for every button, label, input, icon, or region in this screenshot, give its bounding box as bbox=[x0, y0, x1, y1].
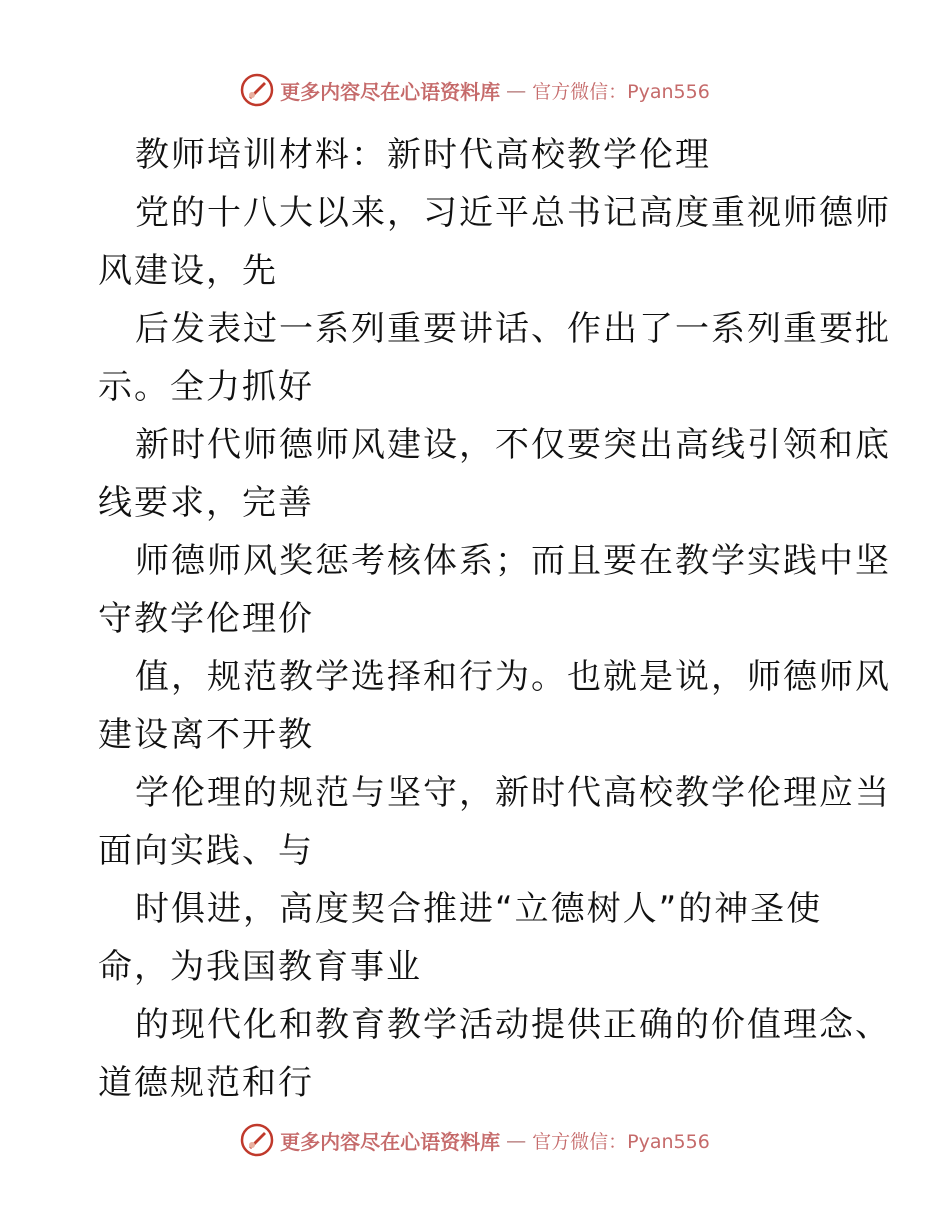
watermark-separator: — bbox=[506, 78, 527, 102]
paragraph-line: 师德师风奖惩考核体系；而且要在教学实践中坚 bbox=[135, 541, 891, 581]
footer-watermark bbox=[0, 1120, 950, 1160]
paragraph-line: 守教学伦理价 bbox=[98, 599, 314, 639]
quill-logo-icon bbox=[240, 1123, 274, 1157]
paragraph-line: 时俱进，高度契合推进“立德树人”的神圣使 bbox=[135, 889, 823, 929]
paragraph-line: 党的十八大以来，习近平总书记高度重视师德师 bbox=[135, 193, 891, 233]
paragraph-line: 命，为我国教育事业 bbox=[98, 947, 422, 987]
paragraph-line: 风建设，先 bbox=[98, 251, 278, 291]
watermark-text: 更多内容尽在心语资料库 bbox=[280, 79, 501, 104]
paragraph-line: 值，规范教学选择和行为。也就是说，师德师风 bbox=[135, 657, 891, 697]
paragraph-line: 学伦理的规范与坚守，新时代高校教学伦理应当 bbox=[135, 773, 891, 813]
paragraph-line: 道德规范和行 bbox=[98, 1063, 314, 1103]
paragraph-line: 的现代化和教育教学活动提供正确的价值理念、 bbox=[135, 1005, 891, 1045]
header-watermark bbox=[0, 70, 950, 110]
watermark-contact: 官方微信：Pyan556 bbox=[532, 80, 710, 103]
paragraph-line: 面向实践、与 bbox=[98, 831, 314, 871]
paragraph-line: 新时代师德师风建设，不仅要突出高线引领和底 bbox=[135, 425, 891, 465]
watermark-text: 更多内容尽在心语资料库 bbox=[280, 1129, 501, 1154]
quill-logo-icon bbox=[240, 73, 274, 107]
paragraph-line: 示。全力抓好 bbox=[98, 367, 314, 407]
watermark-separator: — bbox=[506, 1128, 527, 1152]
paragraph-line: 建设离不开教 bbox=[98, 715, 314, 755]
watermark-contact: 官方微信：Pyan556 bbox=[532, 1130, 710, 1153]
paragraph-line: 后发表过一系列重要讲话、作出了一系列重要批 bbox=[135, 309, 891, 349]
paragraph-line: 线要求，完善 bbox=[98, 483, 314, 523]
document-title: 教师培训材料：新时代高校教学伦理 bbox=[135, 135, 711, 175]
